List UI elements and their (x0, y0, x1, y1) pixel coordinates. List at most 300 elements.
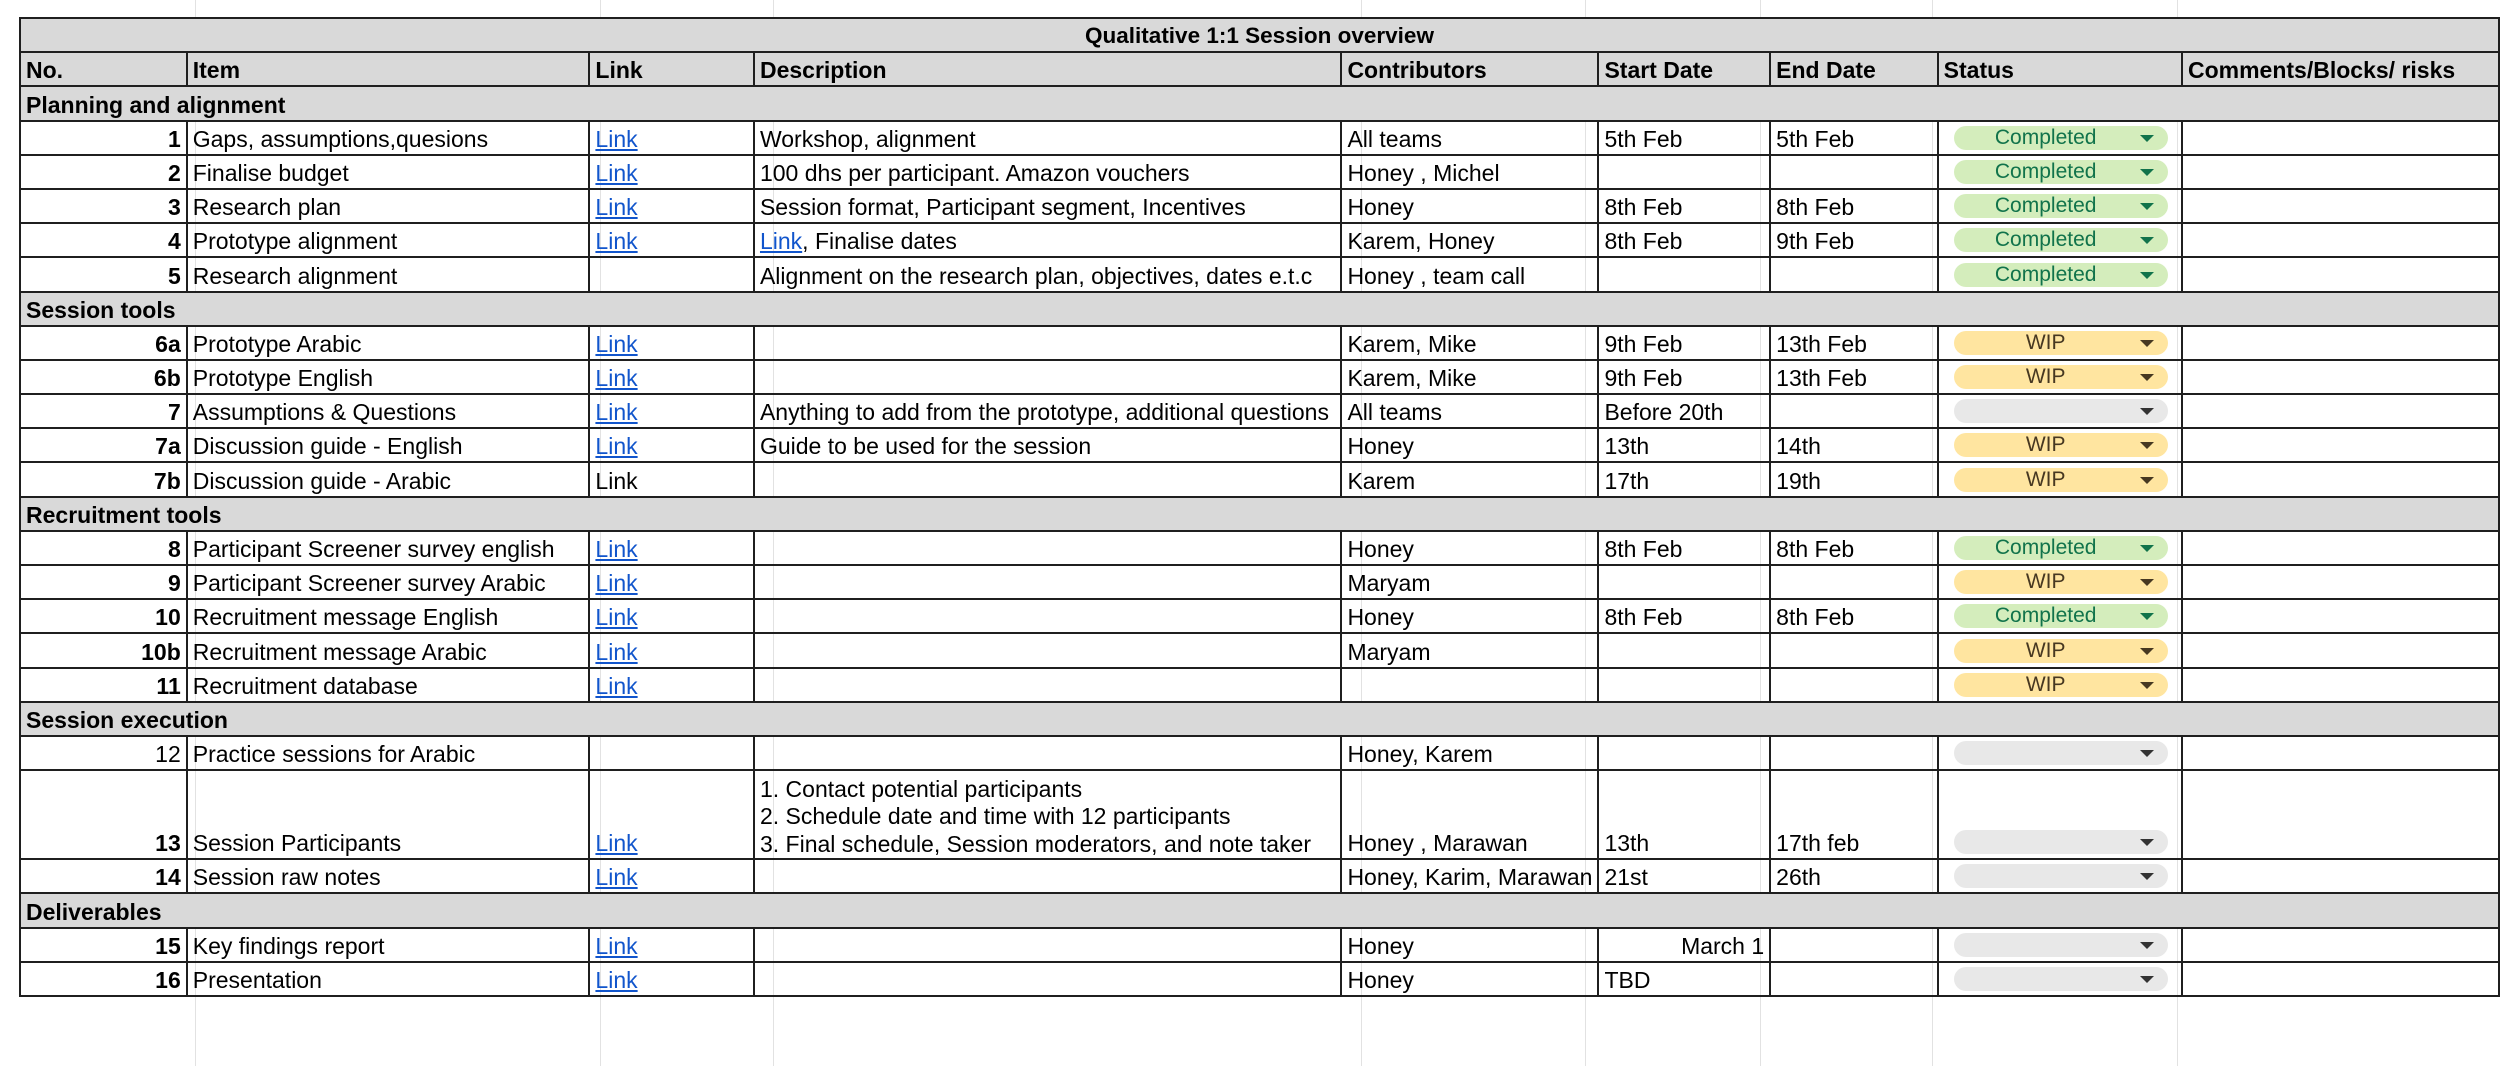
row-contributors[interactable]: Karem (1341, 462, 1598, 496)
section-title[interactable]: Recruitment tools (20, 497, 2499, 531)
table-row (20, 565, 2499, 599)
table-row (20, 599, 2499, 633)
description-text: Workshop, alignment (759, 125, 976, 152)
row-link-cell[interactable] (589, 962, 754, 996)
row-link-cell[interactable] (589, 928, 754, 962)
row-status-cell (1938, 531, 2182, 565)
row-status-cell (1938, 155, 2182, 189)
row-start-date[interactable]: 8th Feb (1598, 599, 1770, 633)
link[interactable]: Link (595, 365, 638, 392)
table-row (20, 770, 2499, 859)
row-start-date[interactable]: 9th Feb (1598, 326, 1770, 360)
chevron-down-icon (2140, 340, 2154, 347)
section-title[interactable]: Deliverables (20, 893, 2499, 927)
row-end-date[interactable]: 8th Feb (1770, 531, 1938, 565)
link[interactable]: Link (595, 536, 638, 562)
link[interactable]: Link (595, 932, 638, 959)
row-item[interactable]: Participant Screener survey Arabic (187, 565, 590, 599)
row-description[interactable] (754, 428, 1341, 462)
description-line: 2. Schedule date and time with 12 participants (759, 803, 1231, 830)
row-item[interactable]: Discussion guide - Arabic (187, 462, 590, 496)
row-number[interactable]: 6b (20, 360, 187, 394)
description-line: 3. Final schedule, Session moderators, and note taker (759, 830, 1312, 857)
row-link-cell[interactable] (589, 531, 754, 565)
row-link-cell[interactable] (589, 770, 754, 859)
row-status-cell (1938, 394, 2182, 428)
section-row (20, 292, 2499, 326)
row-link-cell[interactable] (589, 223, 754, 257)
row-number[interactable]: 2 (20, 155, 187, 189)
row-link-cell[interactable] (589, 326, 754, 360)
row-link-cell[interactable] (589, 155, 754, 189)
row-status-cell (1938, 565, 2182, 599)
row-end-date[interactable] (1770, 928, 1938, 962)
row-number[interactable]: 6a (20, 326, 187, 360)
row-number[interactable]: 8 (20, 531, 187, 565)
row-number[interactable]: 14 (20, 859, 187, 893)
row-end-date[interactable]: 26th (1770, 859, 1938, 893)
row-comments[interactable] (2182, 223, 2499, 257)
row-end-date[interactable]: 17th feb (1770, 770, 1938, 859)
row-contributors[interactable]: Honey (1341, 599, 1598, 633)
row-contributors[interactable]: Honey (1341, 962, 1598, 996)
row-end-date[interactable]: 5th Feb (1770, 121, 1938, 155)
row-item[interactable]: Discussion guide - English (187, 428, 590, 462)
row-description[interactable] (754, 668, 1341, 702)
link[interactable]: Link (595, 830, 638, 857)
row-number[interactable]: 7a (20, 428, 187, 462)
table-row (20, 155, 2499, 189)
row-contributors[interactable]: Honey , team call (1341, 257, 1598, 291)
row-status-cell (1938, 360, 2182, 394)
row-contributors[interactable]: Honey, Karim, Marawan (1341, 859, 1598, 893)
status-dropdown[interactable] (1954, 604, 2168, 628)
row-end-date[interactable] (1770, 257, 1938, 291)
row-item[interactable]: Key findings report (187, 928, 590, 962)
status-label: WIP (2025, 638, 2066, 662)
row-description[interactable] (754, 223, 1341, 257)
row-item[interactable]: Session raw notes (187, 859, 590, 893)
section-row (20, 893, 2499, 927)
header-item[interactable]: Item (187, 52, 590, 86)
row-end-date[interactable] (1770, 394, 1938, 428)
row-link-cell[interactable] (589, 633, 754, 667)
table-row (20, 223, 2499, 257)
link-text: Link (595, 467, 638, 494)
link[interactable]: Link (595, 399, 638, 426)
row-number[interactable]: 3 (20, 189, 187, 223)
row-end-date[interactable]: 13th Feb (1770, 360, 1938, 394)
description-text: , Finalise dates (802, 228, 957, 255)
row-description[interactable] (754, 155, 1341, 189)
row-number[interactable]: 7 (20, 394, 187, 428)
row-contributors[interactable]: Honey , Michel (1341, 155, 1598, 189)
overview-table (19, 17, 2500, 997)
row-end-date[interactable] (1770, 736, 1938, 770)
status-dropdown[interactable] (1954, 263, 2168, 287)
row-status-cell (1938, 189, 2182, 223)
row-comments[interactable] (2182, 531, 2499, 565)
row-contributors[interactable]: Maryam (1341, 633, 1598, 667)
row-start-date[interactable]: 8th Feb (1598, 531, 1770, 565)
row-item[interactable]: Prototype Arabic (187, 326, 590, 360)
table-row (20, 121, 2499, 155)
row-number[interactable]: 1 (20, 121, 187, 155)
description-text: Session format, Participant segment, Incentives (759, 194, 1246, 221)
status-label: Completed (1994, 159, 2097, 183)
header-contributors[interactable]: Contributors (1341, 52, 1598, 86)
row-comments[interactable] (2182, 428, 2499, 462)
status-dropdown[interactable] (1954, 933, 2168, 957)
row-number[interactable]: 16 (20, 962, 187, 996)
row-start-date[interactable] (1598, 736, 1770, 770)
status-dropdown[interactable] (1954, 433, 2168, 457)
row-link-cell[interactable] (589, 257, 754, 291)
table-row (20, 360, 2499, 394)
link[interactable]: Link (595, 125, 638, 152)
row-description[interactable] (754, 736, 1341, 770)
row-comments[interactable] (2182, 155, 2499, 189)
row-end-date[interactable]: 14th (1770, 428, 1938, 462)
chevron-down-icon (2140, 203, 2154, 210)
chevron-down-icon (2140, 873, 2154, 880)
row-comments[interactable] (2182, 394, 2499, 428)
status-dropdown[interactable] (1954, 228, 2168, 252)
link[interactable]: Link (595, 159, 638, 186)
header-comments[interactable]: Comments/Blocks/ risks (2182, 52, 2499, 86)
chevron-down-icon (2140, 272, 2154, 279)
row-start-date[interactable] (1598, 155, 1770, 189)
status-label: Completed (1994, 228, 2097, 252)
row-item[interactable]: Finalise budget (187, 155, 590, 189)
row-status-cell (1938, 736, 2182, 770)
status-label: Completed (1994, 194, 2097, 218)
chevron-down-icon (2140, 545, 2154, 552)
row-status-cell (1938, 257, 2182, 291)
row-end-date[interactable]: 8th Feb (1770, 599, 1938, 633)
header-description[interactable]: Description (754, 52, 1341, 86)
status-dropdown[interactable] (1954, 570, 2168, 594)
row-item[interactable]: Assumptions & Questions (187, 394, 590, 428)
link[interactable]: Link (595, 672, 638, 699)
table-row (20, 531, 2499, 565)
link[interactable]: Link (595, 966, 638, 993)
row-contributors[interactable]: Honey (1341, 189, 1598, 223)
row-start-date[interactable]: 8th Feb (1598, 223, 1770, 257)
row-start-date[interactable]: 9th Feb (1598, 360, 1770, 394)
row-number[interactable]: 10 (20, 599, 187, 633)
row-end-date[interactable]: 13th Feb (1770, 326, 1938, 360)
row-status-cell (1938, 462, 2182, 496)
status-dropdown[interactable] (1954, 331, 2168, 355)
row-description[interactable] (754, 770, 1341, 859)
chevron-down-icon (2140, 648, 2154, 655)
section-row (20, 702, 2499, 736)
chevron-down-icon (2140, 237, 2154, 244)
row-comments[interactable] (2182, 257, 2499, 291)
header-end-date[interactable]: End Date (1770, 52, 1938, 86)
status-dropdown[interactable] (1954, 536, 2168, 560)
row-number[interactable]: 12 (20, 736, 187, 770)
row-description[interactable] (754, 962, 1341, 996)
row-end-date[interactable] (1770, 633, 1938, 667)
chevron-down-icon (2140, 477, 2154, 484)
section-title[interactable]: Session tools (20, 292, 2499, 326)
status-dropdown[interactable] (1954, 864, 2168, 888)
row-description[interactable] (754, 599, 1341, 633)
status-dropdown[interactable] (1954, 967, 2168, 991)
section-title[interactable]: Planning and alignment (20, 86, 2499, 120)
row-comments[interactable] (2182, 770, 2499, 859)
chevron-down-icon (2140, 169, 2154, 176)
table-row (20, 189, 2499, 223)
row-link-cell[interactable] (589, 360, 754, 394)
row-contributors[interactable]: Honey , Marawan (1341, 770, 1598, 859)
row-start-date[interactable] (1598, 257, 1770, 291)
status-label: WIP (2025, 330, 2066, 354)
status-dropdown[interactable] (1954, 741, 2168, 765)
row-comments[interactable] (2182, 121, 2499, 155)
row-status-cell (1938, 770, 2182, 859)
status-dropdown[interactable] (1954, 194, 2168, 218)
link[interactable]: Link (595, 433, 638, 460)
status-dropdown[interactable] (1954, 399, 2168, 423)
description-text: 100 dhs per participant. Amazon vouchers (759, 159, 1190, 186)
row-number[interactable]: 9 (20, 565, 187, 599)
table-row (20, 394, 2499, 428)
title-row (20, 18, 2499, 52)
row-start-date[interactable]: 5th Feb (1598, 121, 1770, 155)
row-item[interactable]: Research alignment (187, 257, 590, 291)
row-end-date[interactable]: 19th (1770, 462, 1938, 496)
row-description[interactable] (754, 189, 1341, 223)
table-row (20, 736, 2499, 770)
row-description[interactable] (754, 633, 1341, 667)
row-start-date[interactable]: 13th (1598, 428, 1770, 462)
status-label: Completed (1994, 125, 2097, 149)
row-item[interactable]: Session Participants (187, 770, 590, 859)
row-number[interactable]: 13 (20, 770, 187, 859)
row-end-date[interactable]: 9th Feb (1770, 223, 1938, 257)
row-description[interactable] (754, 565, 1341, 599)
row-comments[interactable] (2182, 736, 2499, 770)
status-label: WIP (2025, 467, 2066, 491)
row-link-cell[interactable] (589, 121, 754, 155)
row-start-date[interactable]: March 1 (1598, 928, 1770, 962)
table-title[interactable]: Qualitative 1:1 Session overview (20, 18, 2499, 52)
description-text: Alignment on the research plan, objectives, dates e.t.c (759, 262, 1313, 289)
status-dropdown[interactable] (1954, 639, 2168, 663)
row-item[interactable]: Presentation (187, 962, 590, 996)
row-status-cell (1938, 859, 2182, 893)
row-start-date[interactable]: TBD (1598, 962, 1770, 996)
section-title[interactable]: Session execution (20, 702, 2499, 736)
row-end-date[interactable] (1770, 155, 1938, 189)
table-row (20, 326, 2499, 360)
row-number[interactable]: 15 (20, 928, 187, 962)
row-comments[interactable] (2182, 633, 2499, 667)
row-comments[interactable] (2182, 360, 2499, 394)
status-label: WIP (2025, 365, 2066, 389)
section-row (20, 497, 2499, 531)
status-label: Completed (1994, 536, 2097, 559)
chevron-down-icon (2140, 135, 2154, 142)
status-dropdown[interactable] (1954, 830, 2168, 854)
header-no[interactable]: No. (20, 52, 187, 86)
row-status-cell (1938, 599, 2182, 633)
row-item[interactable]: Recruitment message English (187, 599, 590, 633)
row-link-cell[interactable] (589, 462, 754, 496)
row-start-date[interactable] (1598, 565, 1770, 599)
row-contributors[interactable]: Honey (1341, 428, 1598, 462)
row-status-cell (1938, 962, 2182, 996)
row-comments[interactable] (2182, 962, 2499, 996)
row-description[interactable] (754, 257, 1341, 291)
row-item[interactable]: Research plan (187, 189, 590, 223)
status-label: Completed (1994, 262, 2097, 286)
row-comments[interactable] (2182, 189, 2499, 223)
header-status[interactable]: Status (1938, 52, 2182, 86)
row-contributors[interactable]: Honey, Karem (1341, 736, 1598, 770)
status-dropdown[interactable] (1954, 673, 2168, 697)
row-end-date[interactable] (1770, 565, 1938, 599)
row-status-cell (1938, 121, 2182, 155)
header-start-date[interactable]: Start Date (1598, 52, 1770, 86)
row-item[interactable]: Recruitment message Arabic (187, 633, 590, 667)
row-link-cell[interactable] (589, 189, 754, 223)
row-description[interactable] (754, 121, 1341, 155)
row-start-date[interactable]: 13th (1598, 770, 1770, 859)
row-item[interactable]: Participant Screener survey english (187, 531, 590, 565)
row-status-cell (1938, 633, 2182, 667)
row-comments[interactable] (2182, 859, 2499, 893)
row-contributors[interactable]: Karem, Mike (1341, 326, 1598, 360)
row-link-cell[interactable] (589, 428, 754, 462)
row-item[interactable]: Gaps, assumptions,quesions (187, 121, 590, 155)
row-contributors[interactable] (1341, 668, 1598, 702)
row-start-date[interactable]: 21st (1598, 859, 1770, 893)
row-link-cell[interactable] (589, 859, 754, 893)
row-item[interactable]: Prototype alignment (187, 223, 590, 257)
row-comments[interactable] (2182, 599, 2499, 633)
row-comments[interactable] (2182, 326, 2499, 360)
row-description[interactable] (754, 531, 1341, 565)
status-label: WIP (2025, 433, 2066, 457)
description-link[interactable]: Link (759, 228, 803, 255)
chevron-down-icon (2140, 442, 2154, 449)
row-number[interactable]: 10b (20, 633, 187, 667)
row-description[interactable] (754, 859, 1341, 893)
row-status-cell (1938, 668, 2182, 702)
row-comments[interactable] (2182, 668, 2499, 702)
link[interactable]: Link (595, 194, 638, 221)
row-start-date[interactable] (1598, 633, 1770, 667)
row-status-cell (1938, 326, 2182, 360)
link[interactable]: Link (595, 638, 638, 665)
row-description[interactable] (754, 462, 1341, 496)
chevron-down-icon (2140, 839, 2154, 846)
row-start-date[interactable]: 8th Feb (1598, 189, 1770, 223)
row-comments[interactable] (2182, 565, 2499, 599)
chevron-down-icon (2140, 682, 2154, 689)
chevron-down-icon (2140, 942, 2154, 949)
chevron-down-icon (2140, 976, 2154, 983)
chevron-down-icon (2140, 579, 2154, 586)
link[interactable]: Link (595, 228, 638, 255)
status-label: WIP (2025, 672, 2066, 696)
status-dropdown[interactable] (1954, 160, 2168, 184)
description-text: Guide to be used for the session (759, 433, 1092, 460)
row-status-cell (1938, 928, 2182, 962)
row-contributors[interactable]: Honey (1341, 531, 1598, 565)
row-number[interactable]: 4 (20, 223, 187, 257)
row-contributors[interactable]: Maryam (1341, 565, 1598, 599)
row-link-cell[interactable] (589, 394, 754, 428)
row-description[interactable] (754, 326, 1341, 360)
chevron-down-icon (2140, 613, 2154, 620)
row-contributors[interactable]: All teams (1341, 121, 1598, 155)
link[interactable]: Link (595, 330, 638, 357)
row-contributors[interactable]: All teams (1341, 394, 1598, 428)
row-start-date[interactable]: 17th (1598, 462, 1770, 496)
row-end-date[interactable] (1770, 962, 1938, 996)
row-item[interactable]: Recruitment database (187, 668, 590, 702)
row-link-cell[interactable] (589, 668, 754, 702)
row-number[interactable]: 11 (20, 668, 187, 702)
row-description[interactable] (754, 394, 1341, 428)
row-description[interactable] (754, 928, 1341, 962)
row-start-date[interactable]: Before 20th (1598, 394, 1770, 428)
chevron-down-icon (2140, 374, 2154, 381)
row-item[interactable]: Practice sessions for Arabic (187, 736, 590, 770)
row-status-cell (1938, 223, 2182, 257)
row-item[interactable]: Prototype English (187, 360, 590, 394)
link[interactable]: Link (595, 604, 638, 631)
description-text: Anything to add from the prototype, additional questions (759, 399, 1329, 426)
link[interactable]: Link (595, 570, 638, 597)
link[interactable]: Link (595, 864, 638, 891)
row-link-cell[interactable] (589, 736, 754, 770)
status-label: WIP (2025, 570, 2066, 594)
status-dropdown[interactable] (1954, 126, 2168, 150)
row-start-date[interactable] (1598, 668, 1770, 702)
row-link-cell[interactable] (589, 565, 754, 599)
table-row (20, 462, 2499, 496)
section-row (20, 86, 2499, 120)
header-link[interactable]: Link (589, 52, 754, 86)
row-number[interactable]: 7b (20, 462, 187, 496)
table-row (20, 668, 2499, 702)
row-link-cell[interactable] (589, 599, 754, 633)
row-number[interactable]: 5 (20, 257, 187, 291)
row-comments[interactable] (2182, 462, 2499, 496)
table-row (20, 859, 2499, 893)
row-comments[interactable] (2182, 928, 2499, 962)
table-row (20, 928, 2499, 962)
row-contributors[interactable]: Karem, Mike (1341, 360, 1598, 394)
row-end-date[interactable]: 8th Feb (1770, 189, 1938, 223)
table-row (20, 633, 2499, 667)
status-label: Completed (1994, 604, 2097, 628)
row-status-cell (1938, 428, 2182, 462)
row-description[interactable] (754, 360, 1341, 394)
status-dropdown[interactable] (1954, 365, 2168, 389)
table-row (20, 257, 2499, 291)
row-contributors[interactable]: Honey (1341, 928, 1598, 962)
row-end-date[interactable] (1770, 668, 1938, 702)
row-contributors[interactable]: Karem, Honey (1341, 223, 1598, 257)
status-dropdown[interactable] (1954, 468, 2168, 492)
